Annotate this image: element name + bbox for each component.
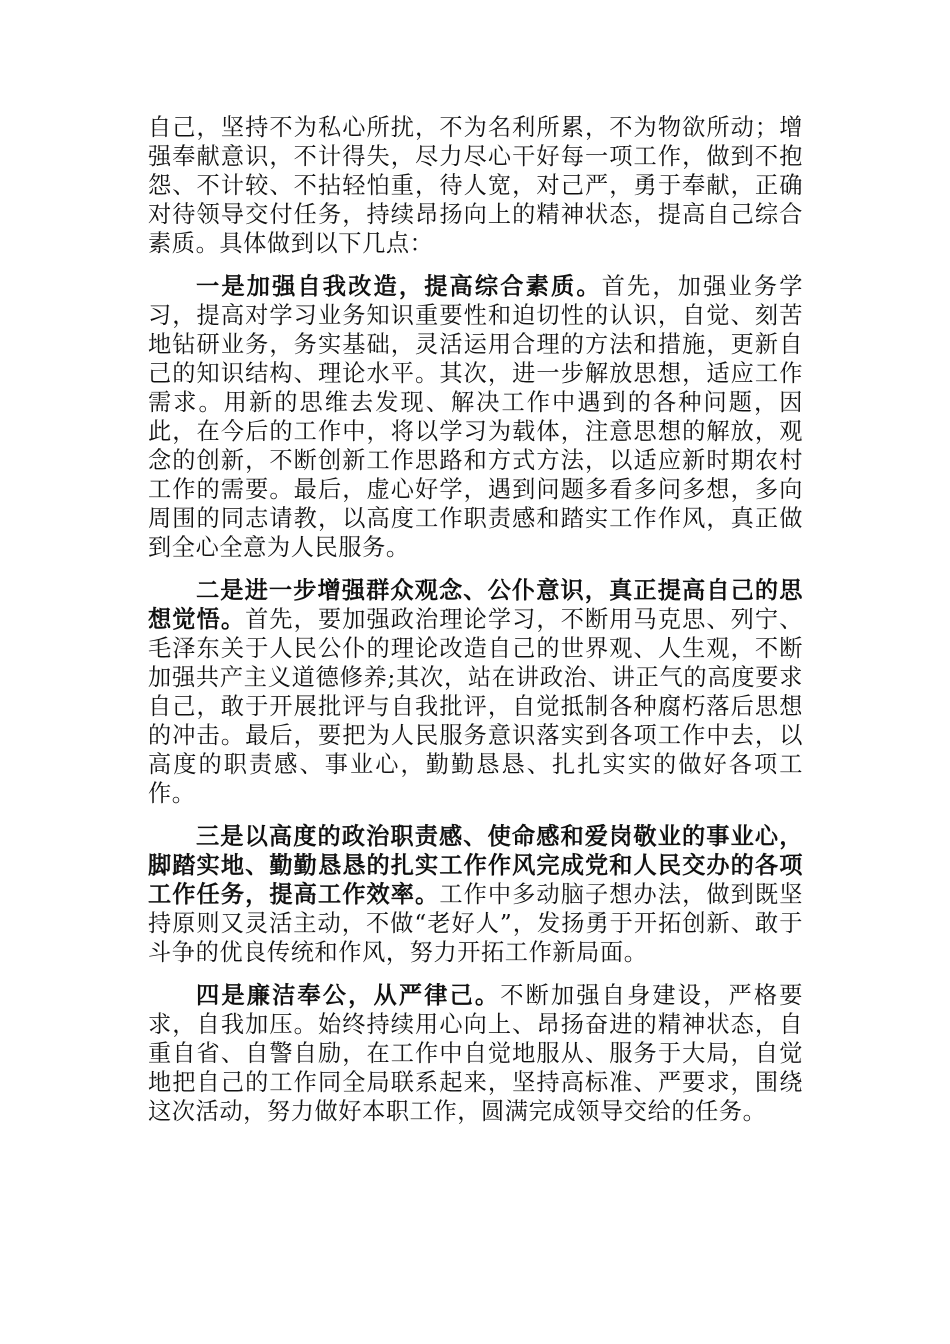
paragraph-text: 自己，坚持不为私心所扰，不为名利所累，不为物欲所动；增强奉献意识，不计得失，尽力尽心干好每一项工作，做到不抱怨、不计较、不拈轻怕重，待人宽，对己严，勇于奉献，正确对待领导交付任务，持续昂扬向上的精神状态，提高自己综合素质。具体做到以下几点： [148,114,803,257]
paragraph-text: 首先，要加强政治理论学习，不断用马克思、列宁、毛泽东关于人民公仆的理论改造自己的世界观、人生观，不断加强共产主义道德修养;其次，站在讲政治、讲正气的高度要求自己，敢于开展批评与自我批评，自觉抵制各种腐朽落后思想的冲击。最后，要把为人民服务意识落实到各项工作中去，以高度的职责感、事业心，勤勤恳恳、扎扎实实的做好各项工作。 [148,606,803,807]
paragraph-4 [148,822,803,967]
paragraph-text: 首先，加强业务学习，提高对学习业务知识重要性和迫切性的认识，自觉、刻苦地钻研业务，务实基础，灵活运用合理的方法和措施，更新自己的知识结构、理论水平。其次，进一步解放思想，适应工作需求。用新的思维去发现、解决工作中遇到的各种问题，因此，在今后的工作中，将以学习为载体，注意思想的解放，观念的创新，不断创新工作思路和方式方法，以适应新时期农村工作的需要。最后，虚心好学，遇到问题多看多问多想，多向周围的同志请教，以高度工作职责感和踏实工作作风，真正做到全心全意为人民服务。 [148,273,803,561]
paragraph-3 [148,576,803,808]
document-body [148,113,803,1140]
paragraph-text: 工作中多动脑子想办法，做到既坚持原则又灵活主动，不做“老好人”，发扬勇于开拓创新、敢于斗争的优良传统和作风，努力开拓工作新局面。 [148,881,803,966]
paragraph-lead: 三是以高度的政治职责感、使命感和爱岗敬业的事业心，脚踏实地、勤勤恳恳的扎实工作作风完成党和人民交办的各项工作任务，提高工作效率。 [148,823,803,908]
paragraph-lead: 二是进一步增强群众观念、公仆意识，真正提高自己的思想觉悟。 [148,577,803,633]
paragraph-text: 不断加强自身建设，严格要求，自我加压。始终持续用心向上、昂扬奋进的精神状态，自重自省、自警自励，在工作中自觉地服从、服务于大局，自觉地把自己的工作同全局联系起来，坚持高标准、严要求，围绕这次活动，努力做好本职工作，圆满完成领导交给的任务。 [148,982,803,1125]
paragraph-lead: 四是廉洁奉公，从严律己。 [196,982,501,1009]
paragraph-2 [148,272,803,562]
paragraph-5 [148,981,803,1126]
paragraph-1 [148,113,803,258]
paragraph-lead: 一是加强自我改造，提高综合素质。 [196,273,602,300]
